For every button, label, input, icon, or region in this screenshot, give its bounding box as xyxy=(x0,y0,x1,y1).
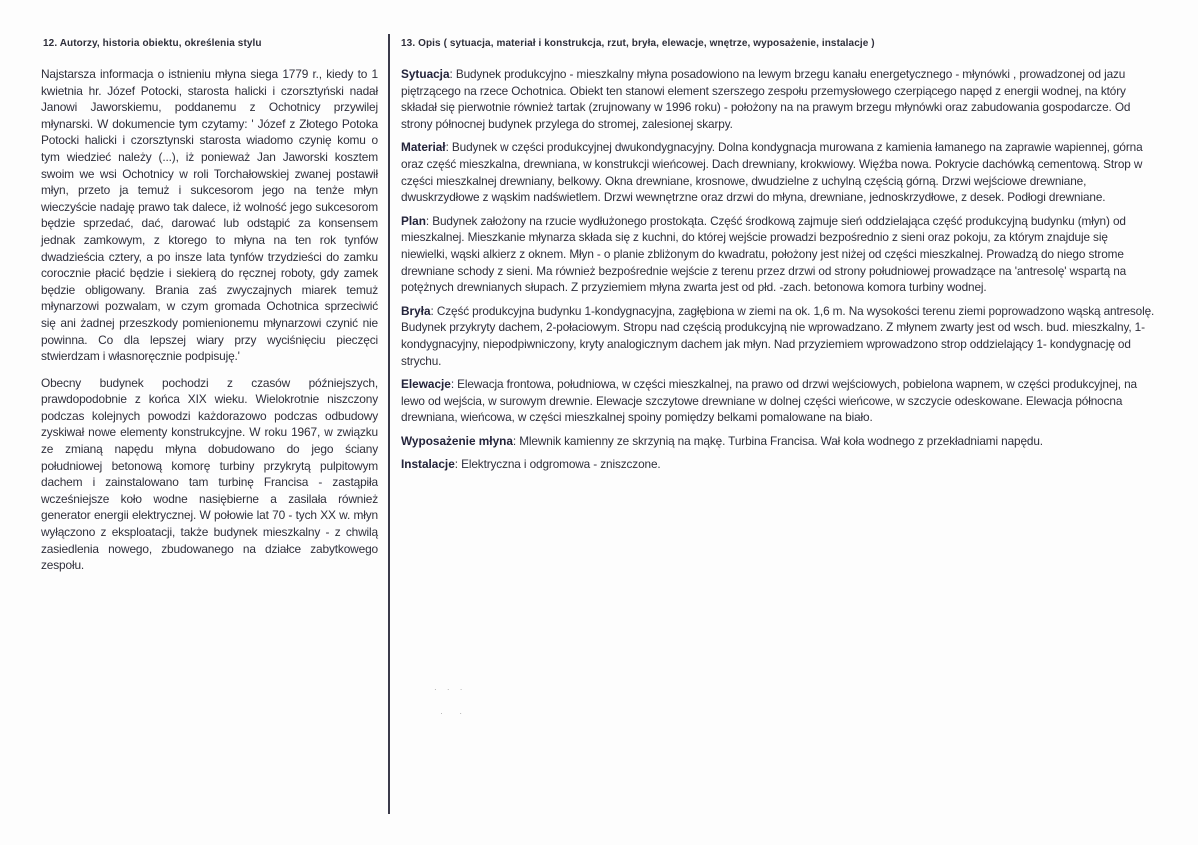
section-text: : Budynek założony na rzucie wydłużonego prostokąta. Część środkową zajmuje sień oddzielająca część produkcyjną budynku (młyn) od mieszkalnej. Mieszkanie młynarza składa się z kuchni, do której wejście prowadzi bezpośrednio z sieni oraz pokoju, za którym znajduje się niewielki, wąski alkierz z oknem. Młyn - o planie zbliżonym do kwadratu, położony jest niżej od części mieszkalnej. Prowadzą do niego strome drewniane schody z sieni. Ma również bezpośrednie wejście z terenu przez drzwi od strony południowej prowadzące na 'antresolę' wspartą na potężnych drewnianych słupach. Z przyziemiem młyna zwarta jest od płd. -zach. betonowa komora turbiny wodnej. xyxy=(401,213,1127,295)
section-elevations xyxy=(401,376,1157,426)
section-text: : Mlewnik kamienny ze skrzynią na mąkę. Turbina Francisa. Wał koła wodnego z przekładniami napędu. xyxy=(512,433,1043,448)
section-material xyxy=(401,139,1157,205)
section-label: Wyposażenie młyna xyxy=(401,433,513,448)
description-heading: 13. Opis ( sytuacja, materiał i konstrukcja, rzut, bryła, elewacje, wnętrze, wyposażenie, instalacje ) xyxy=(401,38,875,49)
section-equipment xyxy=(401,433,1157,450)
section-label: Instalacje xyxy=(401,457,455,472)
history-heading: 12. Autorzy, historia obiektu, określenia stylu xyxy=(43,38,262,49)
section-text: : Część produkcyjna budynku 1-kondygnacyjna, zagłębiona w ziemi na ok. 1,6 m. Na wysokości terenu ziemi poprowadzono wąską antresolę. Budynek przykryty dachem, 2-połaciowym. Stropu nad częścią produkcyjną nie wprowadzano. Z młynem zwarty jest od wsch. bud. mieszkalny, 1-kondygnacyjny, niepodpiwniczony, kryty analogicznym dachem jak młyn. Nad przyziemiem wprowadzono strop oddzielający 1- kondygnację od strychu. xyxy=(401,303,1155,368)
section-label: Sytuacja xyxy=(401,67,450,81)
section-label: Plan xyxy=(401,213,426,228)
section-text: : Elewacja frontowa, południowa, w części mieszkalnej, na prawo od drzwi wejściowych, pobielona wapnem, w części produkcyjnej, na lewo od wejścia, w surowym drewnie. Elewacje szczytowe drewniane w dolnej części wieńcowe, w szczycie odeskowane. Elewacja północna drewniana, wieńcowa, w części mieszkalnej spoiny pomiędzy belkami pomalowane na biało. xyxy=(401,377,1137,425)
history-paragraph: Obecny budynek pochodzi z czasów późniejszych, prawdopodobnie z końca XIX wieku. Wielokrotnie niszczony podczas kolejnych powodzi każdorazowo podczas odbudowy zyskiwał nowe elementy konstrukcyjne. W roku 1967, w związku ze zmianą napędu młyna dobudowano do jego ściany południowej betonową komorę turbiny przykrytą pulpitowym dachem i zainstalowano tam turbinę Francisa - zastąpiła wcześniejsze koło wodne nasiębierne a zasilała również generator energii elektrycznej. W połowie lat 70 - tych XX w. młyn wyłączono z eksploatacji, także budynek mieszkalny - z chwilą zasiedlenia nowego, zbudowanego na działce zabytkowego zespołu. xyxy=(41,375,378,573)
section-label: Elewacje xyxy=(401,377,451,392)
history-paragraph: Najstarsza informacja o istnieniu młyna siega 1779 r., kiedy to 1 kwietnia hr. Józef Potocki, starosta halicki i czorsztyński nadał Janowi Jaworskiemu, poddanemu z Ochotnicy przywilej młynarski. W dokumencie tym czytamy: ' Józef z Złotego Potoka Potocki halicki i czorsztynski starosta wiadomo czynię komu o tym wiedzieć należy (...), iż ponieważ Jan Jaworski kosztem swoim we wsi Ochotnicy w roli Torchałowskiej zwanej postawił młyn, przeto ja temuż i sukcesorom jego na tenże młyn wieczyście nadaję prawo tak dalece, iż wolność jego sukcesorom będzie sprzedać, dać, darować lub odstąpić za konsensem jednak zamkowym, z ktorego to młyna na ten rok tynfów dwadzieścia cztery, a po insze lata tynfów trzydzieści do zamku corocznie płacić będzie i siekierą do ręcznej roboty, gdy zamek będzie obligowany. Brania zaś zwyczajnych miarek temuż młynarzowi pozwalam, w czym gromada Ochotnica sprzeciwić się ani żadnej przeszkody pomienionemu młynarzowi czynić nie powinna. Co dla lepszej wiary przy wyciśnięciu pieczęci stwierdzam i własnoręcznie podpisuję.' xyxy=(41,67,378,364)
section-installations xyxy=(401,456,1157,473)
section-label: Bryła xyxy=(401,303,431,318)
history-column xyxy=(41,38,378,584)
description-column xyxy=(401,38,1157,480)
section-plan xyxy=(401,213,1157,296)
section-situation xyxy=(401,66,1157,132)
section-text: : Elektryczna i odgromowa - zniszczone. xyxy=(454,457,661,472)
section-text: : Budynek produkcyjno - mieszkalny młyna posadowiono na lewym brzegu kanału energetycznego - młynówki , prowadzonej od jazu piętrzącego na rzece Ochotnica. Obiekt ten stanowi element szerszego zespołu przemysłowego czerpiącego napęd z energii wodnej, na który składał się pierwotnie również tartak (zrujnowany w 1996 roku) - położony na na prawym brzegu młynówki oraz zabudowania gospodarcze. Od strony północnej budynek przylega do stromej, zalesionej skarpy. xyxy=(401,67,1131,131)
section-label: Materiał xyxy=(401,140,446,155)
column-divider xyxy=(388,34,390,814)
section-text: : Budynek w części produkcyjnej dwukondygnacyjny. Dolna kondygnacja murowana z kamienia łamanego na zaprawie wapiennej, górna oraz część mieszkalna, drewniana, w konstrukcji wieńcowej. Dach drewniany, krokwiowy. Więźba nowa. Pokrycie dachówką cementową. Strop w części mieszkalnej drewniany, belkowy. Okna drewniane, krosnowe, dwudzielne z uchylną częścią górną. Drzwi wejściowe drewniane, dwuskrzydłowe z wąskim nadświetlem. Drzwi wewnętrzne oraz drzwi do młyna, drewniane, jednoskrzydłowe, z desek. Podłogi drewniane. xyxy=(401,140,1143,205)
scan-specks: · · · · · xyxy=(434,685,467,718)
section-massing xyxy=(401,303,1157,369)
